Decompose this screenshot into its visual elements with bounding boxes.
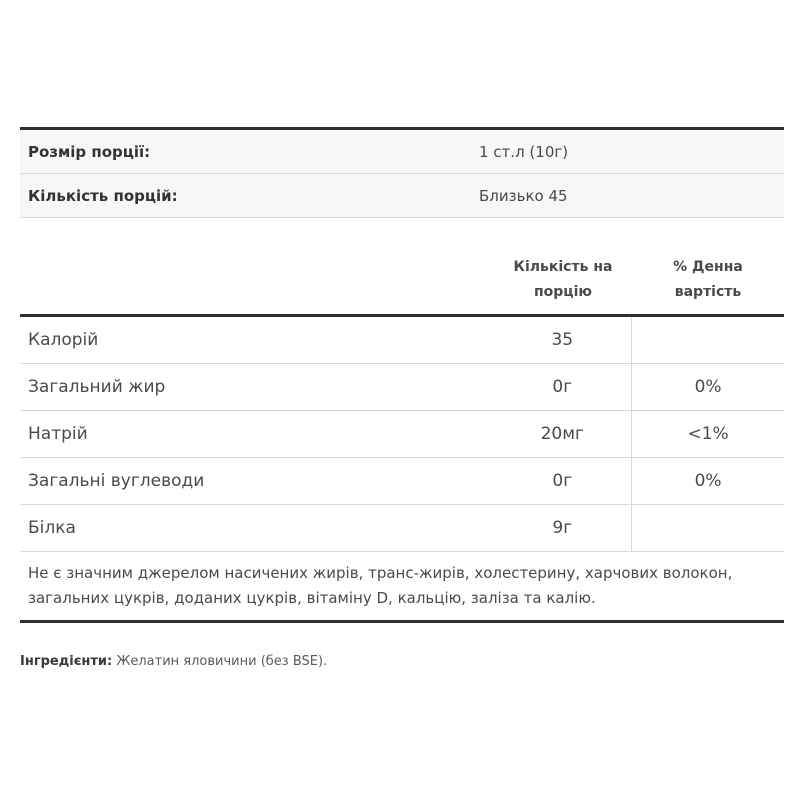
ingredients-line xyxy=(20,654,327,669)
dv-header-line-1: % Денна xyxy=(673,259,743,275)
nutrient-name: Загальний жир xyxy=(28,377,166,397)
nutrient-name: Натрій xyxy=(28,424,88,444)
amount-per-serving-header xyxy=(494,255,632,314)
servings-count-label: Кількість порцій: xyxy=(28,186,178,205)
nutrient-table-header xyxy=(20,218,784,317)
amount-header-line-2: порцію xyxy=(533,284,593,300)
nutrient-daily-value xyxy=(631,505,784,551)
nutrient-daily-value: <1% xyxy=(631,411,784,457)
nutrient-amount: 35 xyxy=(551,330,574,350)
nutrient-amount: 0г xyxy=(552,377,573,397)
header-spacer xyxy=(20,255,494,314)
serving-size-value: 1 ст.л (10г) xyxy=(479,142,569,161)
nutrient-row xyxy=(20,364,784,411)
dv-header-line-2: вартість xyxy=(674,284,742,300)
nutrient-name: Білка xyxy=(28,518,76,538)
nutrient-amount: 9г xyxy=(552,518,573,538)
serving-info-table xyxy=(20,127,784,218)
serving-size-label: Розмір порції: xyxy=(28,142,151,161)
nutrient-amount: 20мг xyxy=(540,424,584,444)
not-significant-source-note: Не є значним джерелом насичених жирів, транс-жирів, холестерину, харчових волокон, загальних цукрів, доданих цукрів, вітаміну D, кальцію, заліза та калію. xyxy=(20,552,784,623)
amount-header-line-1: Кількість на xyxy=(513,259,613,275)
nutrient-daily-value: 0% xyxy=(631,458,784,504)
nutrient-row xyxy=(20,411,784,458)
nutrient-daily-value: 0% xyxy=(631,364,784,410)
nutrient-rows xyxy=(20,317,784,552)
serving-size-row xyxy=(20,130,784,174)
nutrient-daily-value xyxy=(631,317,784,363)
nutrient-name: Калорій xyxy=(28,330,99,350)
servings-count-value: Близько 45 xyxy=(479,186,568,205)
servings-count-row xyxy=(20,174,784,218)
nutrient-row xyxy=(20,505,784,552)
ingredients-label: Інгредієнти: xyxy=(20,654,113,669)
nutrient-amount: 0г xyxy=(552,471,573,491)
nutrition-facts-panel xyxy=(20,127,784,623)
daily-value-header xyxy=(632,255,784,314)
ingredients-text: Желатин яловичини (без BSE). xyxy=(116,654,328,669)
nutrient-name: Загальні вуглеводи xyxy=(28,471,205,491)
nutrient-row xyxy=(20,458,784,505)
nutrient-row xyxy=(20,317,784,364)
